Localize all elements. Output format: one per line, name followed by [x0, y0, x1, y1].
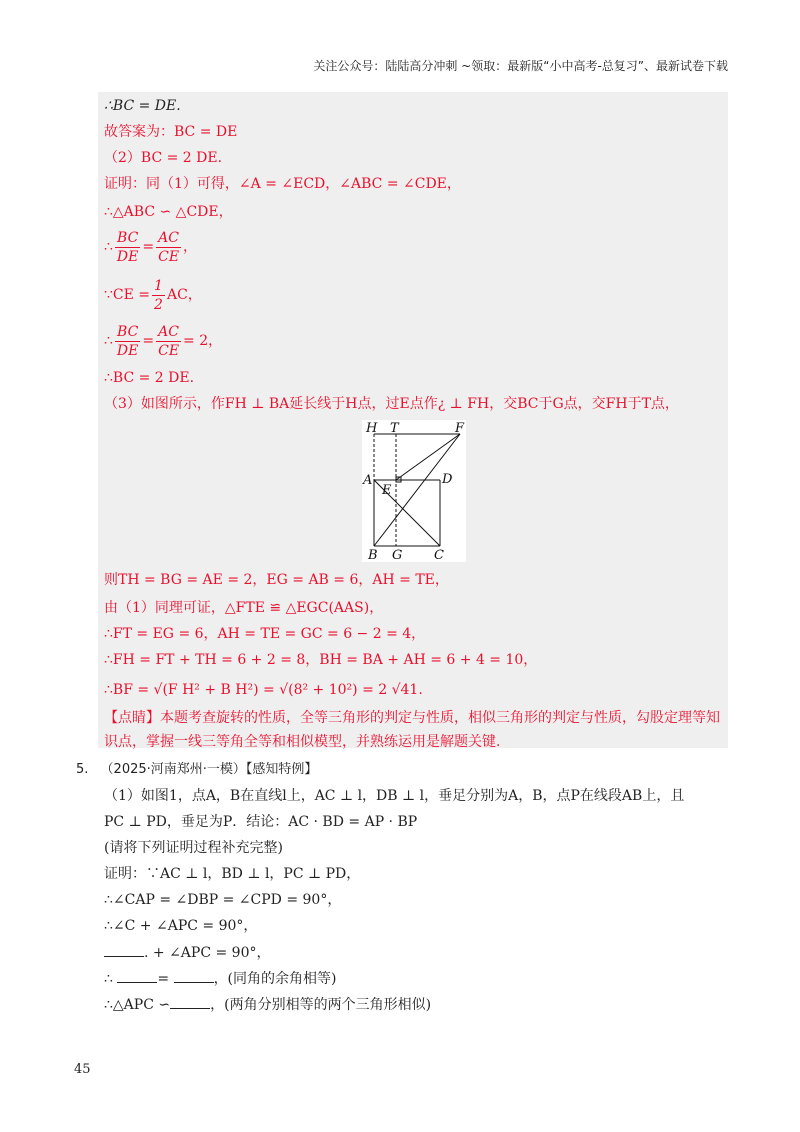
problem-source: （2025·河南郑州·一模）【感知特例】	[100, 762, 318, 777]
answer-blank-4[interactable]	[170, 994, 210, 1009]
fraction-numerator: BC	[115, 323, 140, 342]
problem-line-1: （1）如图1，点A，B在直线l上，AC ⊥ l，DB ⊥ l，垂足分别为A，B，点P在线段AB上，且	[104, 788, 685, 804]
fraction-denominator: CE	[158, 342, 180, 359]
label-T: T	[390, 421, 399, 436]
problem-number: 5.	[76, 762, 89, 777]
because-prefix: ∵CE =	[104, 287, 151, 303]
problem-line-7	[104, 942, 271, 963]
fraction-denominator: DE	[116, 248, 139, 265]
therefore-symbol: ∴	[104, 971, 113, 987]
equals-sign: =	[157, 971, 170, 987]
similar-triangle-prefix: ∴△APC ∽	[104, 997, 171, 1013]
solution-line-10: （3）如图所示，作FH ⊥ BA延长线于H点，过E点作¿ ⊥ FH，交BC于G点，交FH于T点，	[104, 396, 679, 412]
label-E: E	[382, 483, 392, 498]
problem-line-7-text: . + ∠APC = 90°，	[144, 945, 271, 961]
geometry-figure	[362, 420, 466, 562]
problem-line-4: 证明：∵AC ⊥ l，BD ⊥ l，PC ⊥ PD，	[104, 866, 361, 882]
fraction-line-3: ∴ $\frac{BC}{DE}$ = $\frac{AC}{CE}$ = 2，	[104, 323, 223, 359]
problem-line-5: ∴∠CAP = ∠DBP = ∠CPD = 90°，	[104, 892, 342, 908]
label-A: A	[363, 473, 373, 488]
solution-line-13: ∴FT = EG = 6，AH = TE = GC = 6 − 2 = 4，	[104, 626, 426, 642]
fraction-numerator: 1	[154, 277, 163, 294]
fraction-denominator: CE	[158, 248, 180, 265]
problem-header	[76, 760, 317, 780]
problem-line-9-reason: ，(两角分别相等的两个三角形相似)	[210, 997, 432, 1013]
fraction-denominator: DE	[116, 342, 139, 359]
solution-line-12: 由（1）同理可证，△FTE ≌ △EGC(AAS)，	[104, 600, 384, 616]
solution-line-9: ∴BC = 2 DE.	[104, 370, 195, 386]
label-C: C	[434, 548, 444, 562]
fraction-denominator: 2	[154, 296, 163, 313]
label-G: G	[392, 548, 403, 562]
solution-line-4: 证明：同（1）可得，∠A = ∠ECD，∠ABC = ∠CDE，	[104, 176, 461, 192]
problem-line-3: (请将下列证明过程补充完整)	[104, 840, 283, 856]
fraction-tail: = 2，	[183, 333, 223, 349]
fraction-line-1: ∴ $\frac{BC}{DE}$ = $\frac{AC}{CE}$ ，	[104, 229, 198, 265]
solution-line-1: ∴BC = DE.	[104, 98, 181, 114]
solution-line-2: 故答案为：BC = DE	[104, 124, 238, 140]
solution-line-3: （2）BC = 2 DE.	[104, 150, 223, 166]
solution-line-5: ∴△ABC ∽ △CDE，	[104, 204, 233, 220]
key-point-line-1: 【点睛】本题考查旋转的性质，全等三角形的判定与性质，相似三角形的判定与性质，勾股定理等知	[104, 710, 720, 726]
solution-line-14: ∴FH = FT + TH = 6 + 2 = 8，BH = BA + AH = 6 + 4 = 10，	[104, 652, 538, 668]
fraction-numerator: BC	[115, 229, 140, 248]
label-F: F	[455, 421, 465, 436]
problem-line-9	[104, 994, 431, 1015]
fraction-numerator: AC	[156, 323, 181, 342]
answer-blank-2[interactable]	[117, 968, 157, 983]
page-number: 45	[74, 1062, 91, 1077]
label-H: H	[366, 421, 378, 436]
fraction-tail: ，	[183, 239, 198, 255]
answer-blank-1[interactable]	[104, 942, 144, 957]
problem-line-8	[104, 968, 337, 989]
therefore-symbol: ∴	[104, 333, 113, 349]
therefore-symbol: ∴	[104, 239, 113, 255]
page-header: 关注公众号：陆陆高分冲刺 ~领取：最新版“小中高考-总复习”、最新试卷下载	[313, 59, 728, 73]
problem-line-8-reason: ，(同角的余角相等)	[213, 971, 337, 987]
problem-line-2: PC ⊥ PD，垂足为P．结论：AC · BD = AP · BP	[104, 814, 418, 830]
label-B: B	[368, 548, 378, 562]
fraction-line-2	[104, 276, 202, 314]
solution-line-15: ∴BF = √(F H² + B H²) = √(8² + 10²) = 2 √41.	[104, 682, 423, 698]
fraction-numerator: AC	[156, 229, 181, 248]
label-D: D	[442, 472, 453, 487]
problem-line-6: ∴∠C + ∠APC = 90°，	[104, 918, 258, 934]
solution-line-11: 则TH = BG = AE = 2，EG = AB = 6，AH = TE，	[104, 572, 449, 588]
key-point-line-2: 识点，掌握一线三等角全等和相似模型，并熟练运用是解题关键.	[104, 734, 501, 750]
answer-blank-3[interactable]	[174, 968, 214, 983]
geometry-figure-svg	[362, 420, 466, 562]
fraction-tail: AC，	[166, 287, 202, 303]
